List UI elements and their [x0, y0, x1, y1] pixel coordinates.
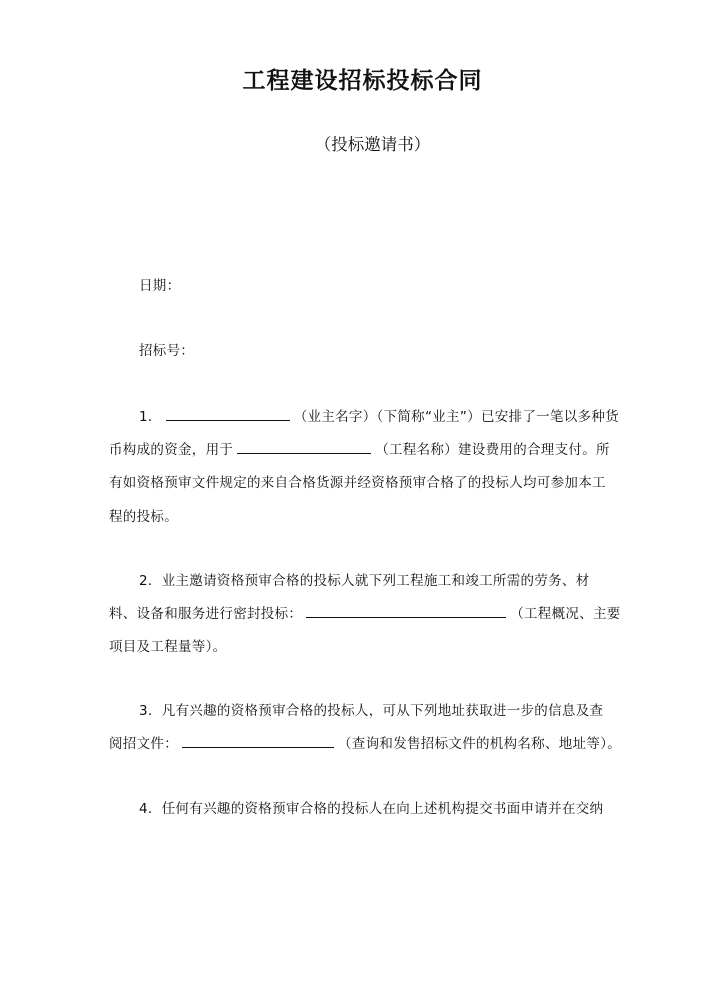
project-overview-blank [306, 602, 506, 618]
paragraph-1-text-b: 币构成的资金，用于 [109, 442, 234, 458]
paragraph-2-line-1: 2．业主邀请资格预审合格的投标人就下列工程施工和竣工所需的劳务、材 [139, 573, 590, 589]
paragraph-2-text-a: 料、设备和服务进行密封投标： [109, 606, 303, 622]
document-title: 工程建设招标投标合同 [242, 68, 483, 94]
paragraph-3-text-a: 阅招文件： [109, 736, 178, 752]
document-subtitle: （投标邀请书） [314, 135, 431, 154]
paragraph-2-text-b: （工程概况、主要 [510, 606, 621, 622]
paragraph-3-text-b: （查询和发售招标文件的机构名称、地址等）。 [338, 736, 622, 752]
paragraph-1-text-c: （工程名称）建设费用的合理支付。所 [375, 442, 610, 458]
paragraph-2-line-2 [109, 602, 621, 622]
bid-number-label: 招标号： [139, 343, 195, 359]
paragraph-3-line-1: 3．凡有兴趣的资格预审合格的投标人，可从下列地址获取进一步的信息及查 [139, 703, 604, 719]
paragraph-1-text-a: （业主名字）（下简称“业主”）已安排了一笔以多种货 [293, 409, 619, 425]
paragraph-1-line-2 [109, 438, 610, 458]
date-label: 日期： [139, 278, 181, 294]
agency-address-blank [182, 732, 334, 748]
paragraph-4-line-1: 4．任何有兴趣的资格预审合格的投标人在向上述机构提交书面申请并在交纳 [139, 801, 604, 817]
paragraph-1-line-4: 程的投标。 [109, 509, 178, 525]
project-name-blank [237, 438, 371, 454]
paragraph-3-line-2 [109, 732, 621, 752]
paragraph-1-line-3: 有如资格预审文件规定的来自合格货源并经资格预审合格了的投标人均可参加本工 [109, 475, 606, 491]
owner-name-blank [166, 405, 290, 421]
paragraph-1-line-1 [139, 405, 619, 425]
paragraph-2-line-3: 项目及工程量等）。 [109, 639, 227, 655]
paragraph-1-number: 1． [139, 409, 162, 425]
